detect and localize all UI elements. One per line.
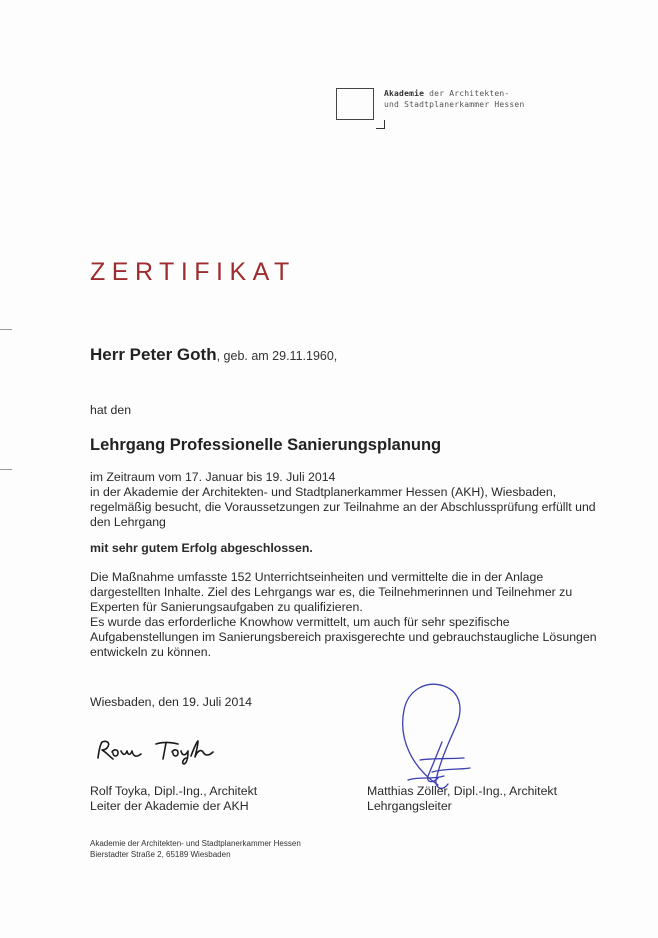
signature-right <box>398 680 494 798</box>
logo-line1-bold: Akademie <box>384 89 425 98</box>
signature-left <box>94 738 224 764</box>
signatory-left-role: Leiter der Akademie der AKH <box>90 799 249 813</box>
recipient-name: Herr Peter Goth <box>90 345 217 364</box>
logo-corner-mark <box>376 120 385 129</box>
place-date: Wiesbaden, den 19. Juli 2014 <box>90 695 253 709</box>
attendance-text <box>90 470 610 530</box>
attendance-line: regelmäßig besucht, die Voraussetzungen zur Teilnahme an der Abschlussprüfung erfüllt und <box>90 500 596 514</box>
description-line: dargestellten Inhalte. Ziel des Lehrgangs war es, die Teilnehmerinnen und Teilnehmer zu <box>90 585 573 599</box>
signatory-left <box>90 784 350 814</box>
margin-mark-top <box>0 329 12 330</box>
course-title: Lehrgang Professionelle Sanierungsplanung <box>90 436 442 454</box>
issuer-logo <box>384 88 524 110</box>
signatory-right-role: Lehrgangsleiter <box>367 799 452 813</box>
signatory-right-name: Matthias Zöller, Dipl.-Ing., Architekt <box>367 784 557 798</box>
logo-line1-rest: der Architekten- <box>424 89 510 98</box>
description-line: Experten für Sanierungsaufgaben zu qualifizieren. <box>90 600 363 614</box>
footer-address <box>90 838 301 860</box>
result-text: mit sehr gutem Erfolg abgeschlossen. <box>90 541 313 555</box>
certificate-title: ZERTIFIKAT <box>90 258 296 286</box>
footer-line: Bierstadter Straße 2, 65189 Wiesbaden <box>90 850 231 859</box>
description-text <box>90 570 610 660</box>
logo-frame <box>336 88 374 120</box>
margin-mark-middle <box>0 469 12 470</box>
recipient-birth: , geb. am 29.11.1960, <box>216 349 338 363</box>
intro-text: hat den <box>90 403 132 417</box>
description-line: entwickeln zu können. <box>90 645 211 659</box>
logo-line2: und Stadtplanerkammer Hessen <box>384 100 525 109</box>
description-line: Aufgabenstellungen im Sanierungsbereich praxisgerechte und gebrauchstaugliche Lösungen <box>90 630 597 644</box>
signatory-left-name: Rolf Toyka, Dipl.-Ing., Architekt <box>90 784 258 798</box>
footer-line: Akademie der Architekten- und Stadtplanerkammer Hessen <box>90 839 301 848</box>
attendance-line: den Lehrgang <box>90 515 166 529</box>
signatory-right <box>367 784 627 814</box>
description-line: Es wurde das erforderliche Knowhow vermittelt, um auch für sehr spezifische <box>90 615 510 629</box>
attendance-line: in der Akademie der Architekten- und Stadtplanerkammer Hessen (AKH), Wiesbaden, <box>90 485 557 499</box>
description-line: Die Maßnahme umfasste 152 Unterrichtseinheiten und vermittelte die in der Anlage <box>90 570 544 584</box>
recipient <box>90 345 337 365</box>
attendance-line: im Zeitraum vom 17. Januar bis 19. Juli 2014 <box>90 470 336 484</box>
